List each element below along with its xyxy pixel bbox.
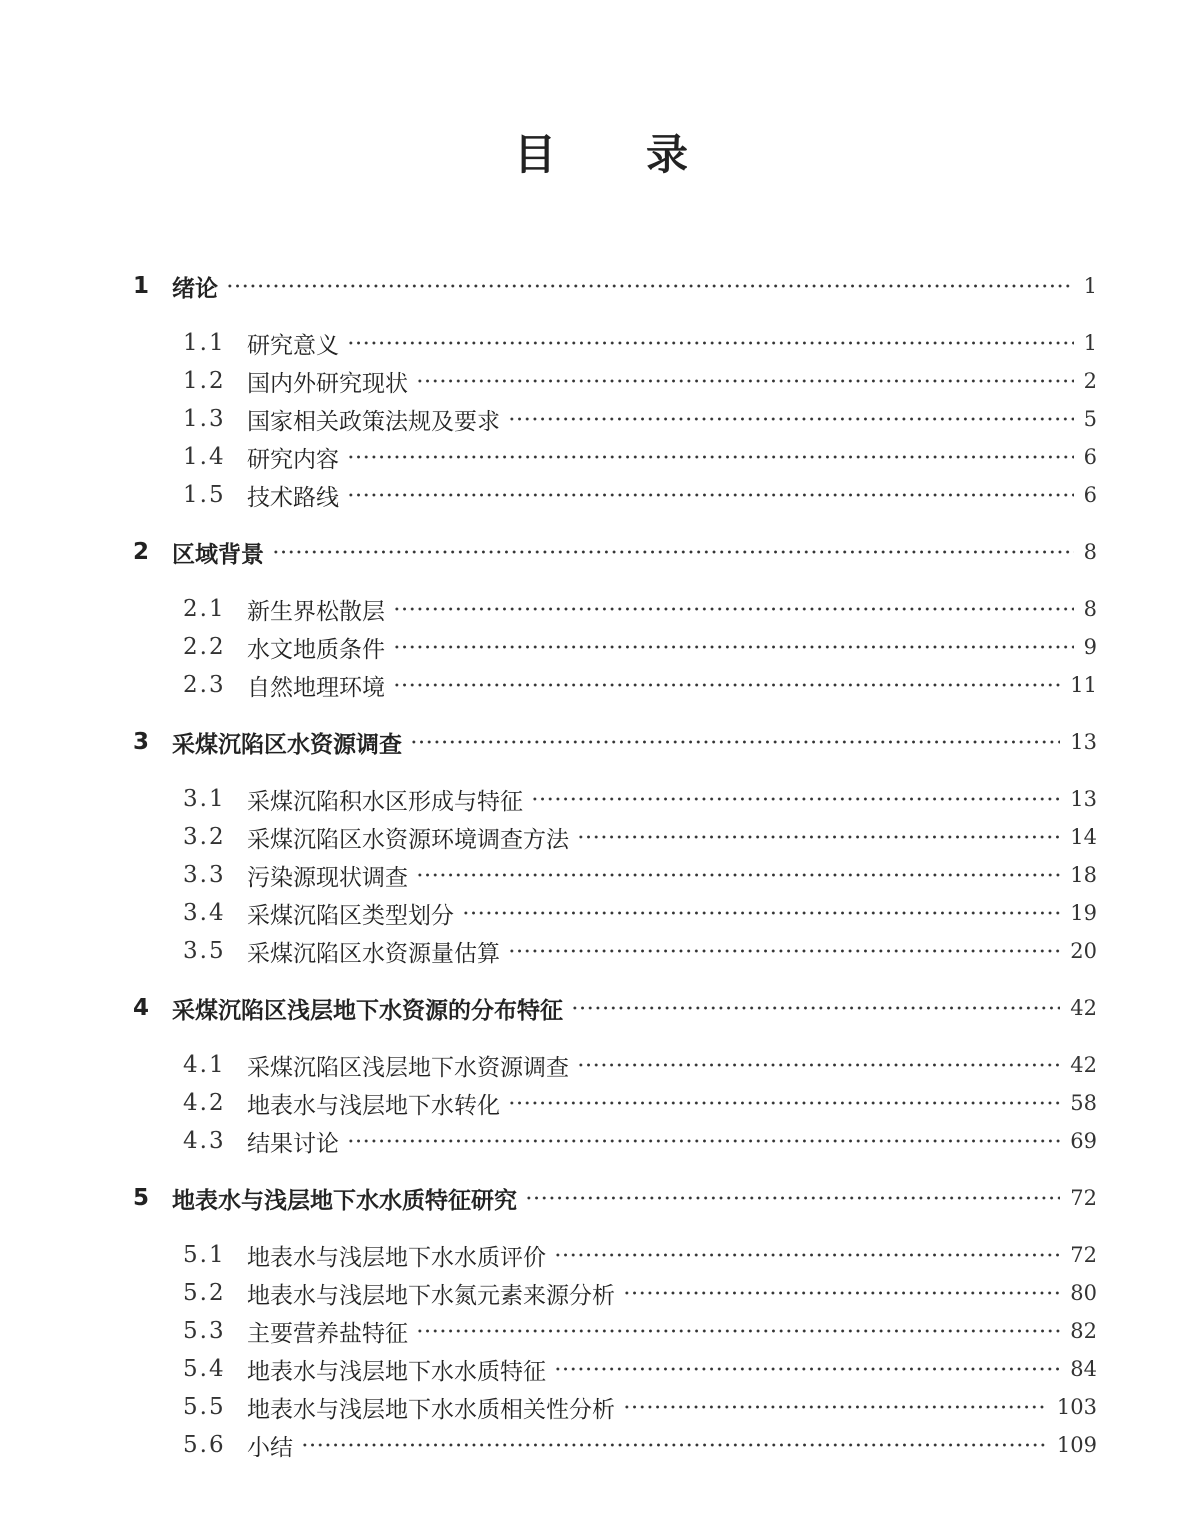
page-number: 8 xyxy=(1083,597,1097,621)
dot-leader xyxy=(508,1099,1060,1107)
toc-section-entry[interactable] xyxy=(133,476,1097,514)
dot-leader xyxy=(577,1061,1060,1069)
toc-chapter-entry[interactable] xyxy=(133,1179,1097,1217)
entry-title: 地表水与浅层地下水转化 xyxy=(247,1092,500,1119)
entry-title: 研究内容 xyxy=(247,446,339,473)
dot-leader xyxy=(508,415,1074,423)
table-of-contents xyxy=(133,267,1097,1464)
dot-leader xyxy=(393,605,1074,613)
entry-number: 5.3 xyxy=(183,1318,226,1344)
entry-number: 1 xyxy=(133,273,150,299)
entry-title: 小结 xyxy=(247,1434,293,1461)
page-number: 13 xyxy=(1070,787,1097,811)
dot-leader xyxy=(393,681,1060,689)
entry-number: 5.4 xyxy=(183,1356,226,1382)
entry-title: 采煤沉陷区水资源调查 xyxy=(172,731,402,758)
entry-number: 1.4 xyxy=(183,444,226,470)
toc-section-entry[interactable] xyxy=(133,666,1097,704)
dot-leader xyxy=(301,1441,1047,1449)
dot-leader xyxy=(577,833,1060,841)
entry-title: 水文地质条件 xyxy=(247,636,385,663)
toc-section-entry[interactable] xyxy=(133,590,1097,628)
toc-section-entry[interactable] xyxy=(133,1084,1097,1122)
page-number: 9 xyxy=(1083,635,1097,659)
entry-title: 地表水与浅层地下水水质特征 xyxy=(247,1358,546,1385)
toc-section-entry[interactable] xyxy=(133,1388,1097,1426)
entry-title: 研究意义 xyxy=(247,332,339,359)
toc-section-entry[interactable] xyxy=(133,400,1097,438)
entry-number: 3.3 xyxy=(183,862,226,888)
toc-section-entry[interactable] xyxy=(133,1426,1097,1464)
page-number: 82 xyxy=(1070,1319,1097,1343)
page-number: 18 xyxy=(1070,863,1097,887)
entry-title: 国内外研究现状 xyxy=(247,370,408,397)
toc-section-entry[interactable] xyxy=(133,628,1097,666)
dot-leader xyxy=(347,339,1074,347)
toc-chapter-entry[interactable] xyxy=(133,267,1097,305)
entry-title: 污染源现状调查 xyxy=(247,864,408,891)
entry-title: 区域背景 xyxy=(172,541,264,568)
page-number: 84 xyxy=(1070,1357,1097,1381)
toc-chapter-entry[interactable] xyxy=(133,723,1097,761)
entry-number: 3.1 xyxy=(183,786,226,812)
dot-leader xyxy=(623,1289,1060,1297)
dot-leader xyxy=(508,947,1060,955)
dot-leader xyxy=(410,738,1060,746)
page-number: 20 xyxy=(1070,939,1097,963)
entry-title: 国家相关政策法规及要求 xyxy=(247,408,500,435)
toc-section-entry[interactable] xyxy=(133,1122,1097,1160)
page-number: 80 xyxy=(1070,1281,1097,1305)
page-number: 58 xyxy=(1070,1091,1097,1115)
page-number: 8 xyxy=(1083,540,1097,564)
toc-section-entry[interactable] xyxy=(133,1350,1097,1388)
toc-chapter-entry[interactable] xyxy=(133,533,1097,571)
entry-title: 自然地理环境 xyxy=(247,674,385,701)
entry-number: 2 xyxy=(133,539,150,565)
page-number: 14 xyxy=(1070,825,1097,849)
entry-number: 5 xyxy=(133,1185,150,1211)
entry-title: 新生界松散层 xyxy=(247,598,385,625)
page-number: 11 xyxy=(1070,673,1097,697)
toc-section-entry[interactable] xyxy=(133,324,1097,362)
page-number: 103 xyxy=(1056,1395,1097,1419)
entry-title: 采煤沉陷区水资源环境调查方法 xyxy=(247,826,569,853)
page-number: 69 xyxy=(1070,1129,1097,1153)
dot-leader xyxy=(554,1365,1060,1373)
entry-number: 1.3 xyxy=(183,406,226,432)
entry-number: 4.3 xyxy=(183,1128,226,1154)
entry-title: 地表水与浅层地下水水质评价 xyxy=(247,1244,546,1271)
entry-title: 结果讨论 xyxy=(247,1130,339,1157)
dot-leader xyxy=(623,1403,1047,1411)
page-number: 2 xyxy=(1083,369,1097,393)
entry-number: 5.6 xyxy=(183,1432,226,1458)
dot-leader xyxy=(416,871,1060,879)
page-number: 6 xyxy=(1083,483,1097,507)
dot-leader xyxy=(416,377,1074,385)
entry-title: 主要营养盐特征 xyxy=(247,1320,408,1347)
entry-title: 技术路线 xyxy=(247,484,339,511)
dot-leader xyxy=(525,1194,1060,1202)
entry-number: 2.2 xyxy=(183,634,226,660)
entry-number: 3 xyxy=(133,729,150,755)
dot-leader xyxy=(393,643,1074,651)
title-char: 目 xyxy=(513,130,556,179)
entry-title: 采煤沉陷积水区形成与特征 xyxy=(247,788,523,815)
entry-number: 3.4 xyxy=(183,900,226,926)
entry-title: 采煤沉陷区浅层地下水资源的分布特征 xyxy=(172,997,563,1024)
toc-section-entry[interactable] xyxy=(133,894,1097,932)
toc-section-entry[interactable] xyxy=(133,362,1097,400)
page-number: 13 xyxy=(1070,730,1097,754)
page-number: 19 xyxy=(1070,901,1097,925)
dot-leader xyxy=(531,795,1060,803)
page-number: 1 xyxy=(1083,331,1097,355)
toc-section-entry[interactable] xyxy=(133,780,1097,818)
toc-section-entry[interactable] xyxy=(133,1236,1097,1274)
entry-title: 地表水与浅层地下水水质特征研究 xyxy=(172,1187,517,1214)
page-number: 1 xyxy=(1083,274,1097,298)
title-char: 录 xyxy=(646,130,689,179)
dot-leader xyxy=(462,909,1060,917)
toc-section-entry[interactable] xyxy=(133,1274,1097,1312)
entry-number: 4.1 xyxy=(183,1052,226,1078)
page-number: 6 xyxy=(1083,445,1097,469)
dot-leader xyxy=(347,1137,1060,1145)
page-number: 72 xyxy=(1070,1186,1097,1210)
entry-number: 1.5 xyxy=(183,482,226,508)
page-number: 5 xyxy=(1083,407,1097,431)
toc-section-entry[interactable] xyxy=(133,1046,1097,1084)
toc-section-entry[interactable] xyxy=(133,932,1097,970)
dot-leader xyxy=(272,548,1074,556)
entry-title: 采煤沉陷区类型划分 xyxy=(247,902,454,929)
entry-number: 4 xyxy=(133,995,150,1021)
toc-section-entry[interactable] xyxy=(133,856,1097,894)
entry-number: 5.2 xyxy=(183,1280,226,1306)
dot-leader xyxy=(226,282,1074,290)
dot-leader xyxy=(347,491,1074,499)
dot-leader xyxy=(416,1327,1060,1335)
toc-section-entry[interactable] xyxy=(133,818,1097,856)
entry-number: 5.1 xyxy=(183,1242,226,1268)
entry-number: 1.1 xyxy=(183,330,226,356)
toc-chapter-entry[interactable] xyxy=(133,989,1097,1027)
entry-title: 地表水与浅层地下水水质相关性分析 xyxy=(247,1396,615,1423)
page-number: 42 xyxy=(1070,1053,1097,1077)
page-title xyxy=(0,122,1202,182)
entry-title: 地表水与浅层地下水氮元素来源分析 xyxy=(247,1282,615,1309)
entry-number: 3.5 xyxy=(183,938,226,964)
dot-leader xyxy=(554,1251,1060,1259)
entry-title: 绪论 xyxy=(172,275,218,302)
entry-number: 3.2 xyxy=(183,824,226,850)
toc-section-entry[interactable] xyxy=(133,1312,1097,1350)
entry-number: 1.2 xyxy=(183,368,226,394)
dot-leader xyxy=(347,453,1074,461)
entry-title: 采煤沉陷区浅层地下水资源调查 xyxy=(247,1054,569,1081)
page-number: 109 xyxy=(1056,1433,1097,1457)
entry-number: 2.1 xyxy=(183,596,226,622)
dot-leader xyxy=(571,1004,1060,1012)
page-number: 42 xyxy=(1070,996,1097,1020)
entry-number: 4.2 xyxy=(183,1090,226,1116)
entry-number: 2.3 xyxy=(183,672,226,698)
entry-number: 5.5 xyxy=(183,1394,226,1420)
page-number: 72 xyxy=(1070,1243,1097,1267)
toc-section-entry[interactable] xyxy=(133,438,1097,476)
entry-title: 采煤沉陷区水资源量估算 xyxy=(247,940,500,967)
